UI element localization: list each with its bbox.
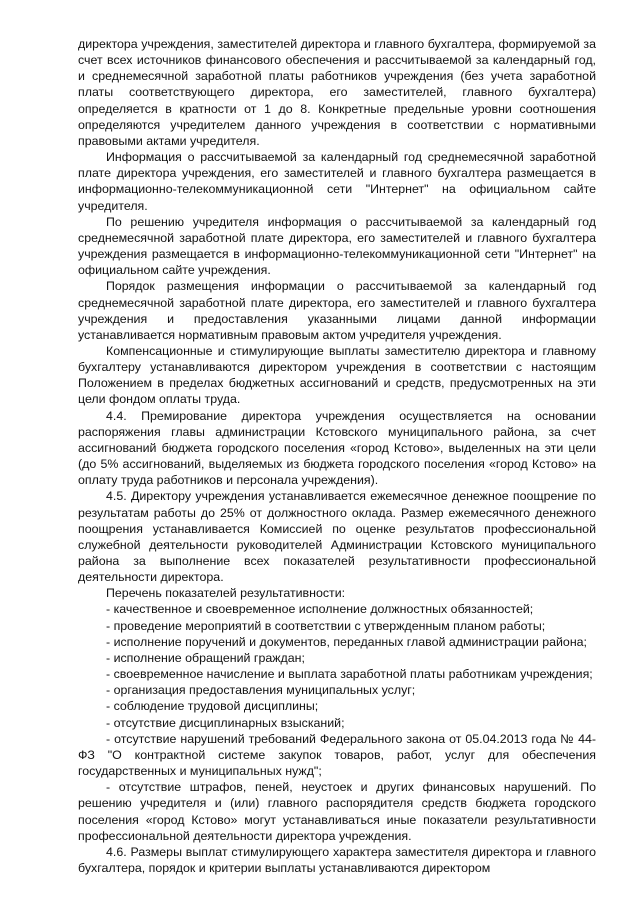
paragraph-4-6: 4.6. Размеры выплат стимулирующего характера заместителя директора и главного бухгалтера, порядок и критерии выплаты устанавливаются директором [78, 844, 596, 875]
list-item: - соблюдение трудовой дисциплины; [106, 699, 319, 714]
paragraph-4-4: 4.4. Премирование директора учреждения осуществляется на основании распоряжения главы администрации Кстовского муниципального района, за счет ассигнований бюджета городского поселения «город Кстово», выделенных на эти цели (до 5% ассигнований, выделяемых из бюджета городского поселения «город Кстово» на оплату труда работников и персонала учреждения). [78, 408, 596, 488]
paragraph-indicators-heading: Перечень показателей результативности: [106, 586, 346, 601]
list-item: - проведение мероприятий в соответствии с утвержденным планом работы; [106, 618, 546, 633]
paragraph-4-5: 4.5. Директору учреждения устанавливается ежемесячное денежное поощрение по результатам работы до 25% от должностного оклада. Размер ежемесячного денежного поощрения устанавливается Комиссией по оценке результатов профессиональной служебной деятельности руководителей Администрации Кстовского муниципального района за выполнение всех показателей результативности профессиональной деятельности директора. [78, 489, 596, 585]
paragraph-salary-ratio: директора учреждения, заместителей директора и главного бухгалтера, формируемой за счет всех источников финансового обеспечения и рассчитываемой за календарный год, и среднемесячной заработной платы работников учреждения (без учета заработной платы соответствующего директора, его заместителей, главного бухгалтера) определяется в кратности от 1 до 8. Конкретные предельные уровни соотношения определяются учредителем данного учреждения в соответствии с нормативными правовыми актами учредителя. [78, 37, 596, 148]
document-page [78, 36, 596, 876]
paragraph-publication-order: Порядок размещения информации о рассчитываемой за календарный год среднемесячной заработной плате директора, его заместителей и главного бухгалтера учреждения и предоставления указанными лицами данной информации устанавливается нормативным правовым актом учредителя учреждения. [78, 279, 596, 342]
list-item: - отсутствие нарушений требований Федерального закона от 05.04.2013 года № 44-ФЗ "О контрактной системе закупок товаров, работ, услуг для обеспечения государственных и муниципальных нужд"; [78, 731, 596, 779]
list-item: - отсутствие дисциплинарных взысканий; [106, 715, 345, 730]
list-item: - организация предоставления муниципальных услуг; [106, 683, 416, 698]
paragraph-founder-site: Информация о рассчитываемой за календарный год среднемесячной заработной плате директора учреждения, его заместителей и главного бухгалтера размещается в информационно-телекоммуникационной сети "Интернет" на официальном сайте учредителя. [78, 150, 596, 213]
list-item: - исполнение обращений граждан; [106, 650, 305, 665]
list-item: - своевременное начисление и выплата заработной платы работникам учреждения; [106, 667, 593, 682]
paragraph-compensation: Компенсационные и стимулирующие выплаты заместителю директора и главному бухгалтеру устанавливаются директором учреждения в соответствии с настоящим Положением в пределах бюджетных ассигнований и средств, предусмотренных на эти цели фондом оплаты труда. [78, 343, 596, 407]
list-item: - исполнение поручений и документов, переданных главой администрации района; [106, 634, 588, 649]
list-item: - отсутствие штрафов, пеней, неустоек и других финансовых нарушений. По решению учредителя и (или) главного распорядителя средств бюджета городского поселения «город Кстово» могут устанавливаться иные показатели результативности профессиональной деятельности директора учреждения. [78, 780, 596, 843]
paragraph-institution-site: По решению учредителя информация о рассчитываемой за календарный год среднемесячной заработной плате директора, его заместителей и главного бухгалтера учреждения размещается в информационно-телекоммуникационной сети "Интернет" на официальном сайте учреждения. [78, 214, 596, 278]
list-item: - качественное и своевременное исполнение должностных обязанностей; [106, 602, 534, 617]
